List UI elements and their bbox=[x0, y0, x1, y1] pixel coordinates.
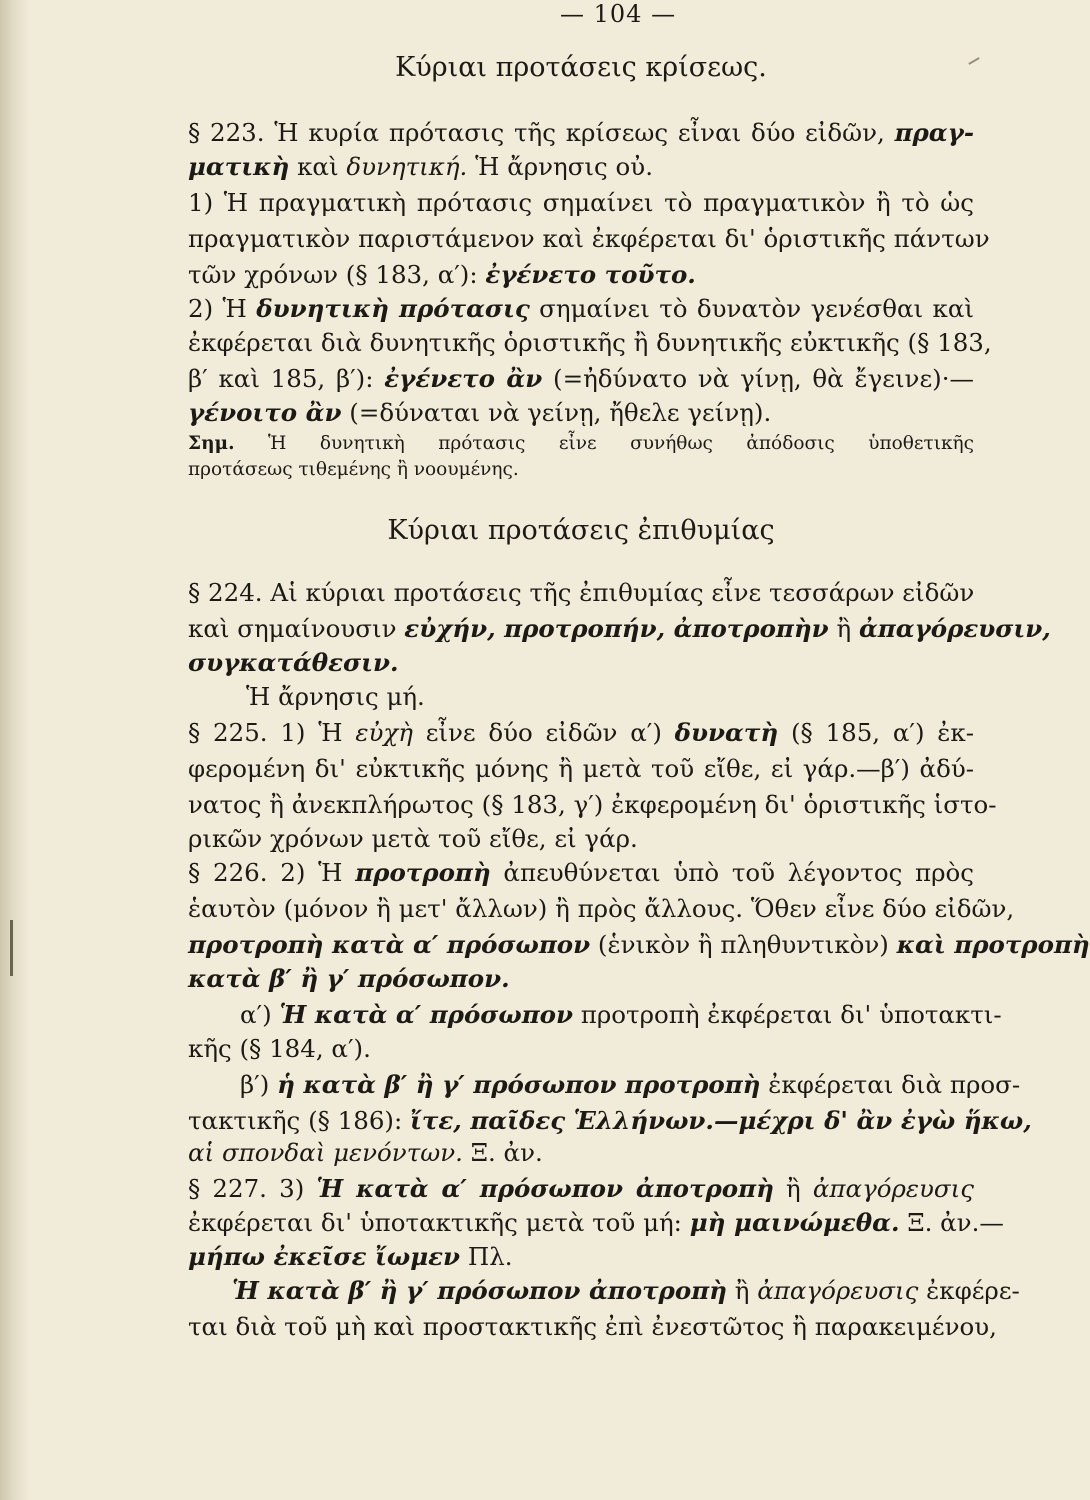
emphasis-text: Ἡ κατὰ α′ πρόσωπον bbox=[279, 1000, 573, 1029]
text-span: β′ καὶ 185, β′): bbox=[188, 364, 374, 393]
note-line bbox=[188, 432, 974, 456]
text-span: Ἡ ἄρνησις μή. bbox=[246, 682, 425, 711]
note-line bbox=[188, 458, 974, 482]
text-line bbox=[188, 222, 990, 256]
text-line bbox=[188, 1136, 974, 1170]
text-span: Ξ. ἀν.— bbox=[907, 1208, 1004, 1237]
emphasis-text: δυνατὴ bbox=[674, 718, 779, 747]
text-span: 2) Ἡ bbox=[188, 294, 247, 323]
text-line bbox=[188, 396, 974, 430]
emphasis-text: ματικὴ bbox=[188, 152, 290, 181]
text-line bbox=[240, 998, 1002, 1032]
emphasis-text: ἐγένετο τοῦτο. bbox=[485, 260, 696, 289]
text-line bbox=[188, 1032, 974, 1066]
text-line bbox=[188, 1240, 974, 1274]
text-span: α′) bbox=[240, 1000, 272, 1029]
italic-text: ἀπαγόρευσις bbox=[812, 1174, 974, 1203]
text-line bbox=[188, 752, 974, 786]
text-span: ται διὰ τοῦ μὴ καὶ προστακτικῆς ἐπὶ ἐνεστῶτος ἢ παρακειμένου, bbox=[188, 1312, 997, 1341]
text-span: τακτικῆς (§ 186): bbox=[188, 1106, 403, 1135]
text-line bbox=[188, 716, 974, 750]
text-span: § 227. 3) bbox=[188, 1174, 305, 1203]
text-line bbox=[188, 1310, 997, 1344]
text-span: § 224. Αἱ κύριαι προτάσεις τῆς ἐπιθυμίας εἶνε τεσσάρων εἰδῶν bbox=[188, 578, 975, 607]
text-span: § 225. 1) Ἡ bbox=[188, 718, 343, 747]
text-span: β′) bbox=[240, 1070, 270, 1099]
emphasis-text: ἴτε, παῖδες Ἑλλήνων.—μέχρι δ' ἂν ἐγὼ ἥκω, bbox=[410, 1106, 1032, 1135]
text-span: σημαίνει τὸ δυνατὸν γενέσθαι καὶ bbox=[539, 294, 974, 323]
text-span: (=δύναται νὰ γείνῃ, ἤθελε γείνῃ). bbox=[349, 398, 772, 427]
text-line bbox=[232, 1274, 1020, 1308]
italic-text: εὐχὴ bbox=[355, 718, 413, 747]
text-span: § 226. 2) Ἡ bbox=[188, 858, 343, 887]
emphasis-text: ἐγένετο ἂν bbox=[384, 364, 543, 393]
text-line bbox=[188, 646, 974, 680]
text-line bbox=[188, 362, 974, 396]
emphasis-text: κατὰ β′ ἢ γ′ πρόσωπον. bbox=[188, 964, 510, 993]
text-line bbox=[188, 326, 992, 360]
text-span: 1) Ἡ πραγματικὴ πρότασις σημαίνει τὸ πραγματικὸν ἢ τὸ ὡς bbox=[188, 188, 974, 217]
text-line bbox=[246, 680, 974, 714]
text-line bbox=[240, 1068, 1021, 1102]
text-span: τῶν χρόνων (§ 183, α′): bbox=[188, 260, 478, 289]
emphasis-text: γένοιτο ἂν bbox=[188, 398, 342, 427]
emphasis-text: προτροπὴ bbox=[355, 858, 491, 887]
emphasis-text: εὐχήν, προτροπήν, ἀποτροπὴν bbox=[404, 614, 829, 643]
emphasis-text: μὴ μαινώμεθα. bbox=[689, 1208, 900, 1237]
text-span: ἢ bbox=[734, 1276, 750, 1305]
text-line bbox=[188, 576, 974, 610]
text-line bbox=[188, 928, 1090, 962]
text-span: ἐκφέρεται διὰ προσ- bbox=[768, 1070, 1021, 1099]
page-binding-edge bbox=[0, 0, 30, 1500]
text-line bbox=[188, 892, 1015, 926]
text-span: ἐκφέρε- bbox=[926, 1276, 1020, 1305]
heading-desire-clauses: Κύριαι προτάσεις ἐπιθυμίας bbox=[387, 515, 775, 546]
text-span: (§ 185, α′) ἐκ- bbox=[790, 718, 975, 747]
emphasis-text: πραγ- bbox=[894, 118, 974, 147]
text-line bbox=[188, 292, 974, 326]
text-span: ἢ bbox=[786, 1174, 801, 1203]
text-span: (=ἠδύνατο νὰ γίνῃ, θὰ ἔγεινε)·— bbox=[553, 364, 974, 393]
text-line bbox=[188, 788, 997, 822]
text-span: (ἑνικὸν ἢ πληθυντικὸν) bbox=[597, 930, 889, 959]
binding-mark bbox=[10, 920, 13, 976]
text-span: Ἡ ἄρνησις οὐ. bbox=[475, 152, 653, 181]
text-span: καὶ bbox=[297, 152, 339, 181]
italic-text: αἱ σπονδαὶ μενόντων. bbox=[188, 1138, 463, 1167]
text-line bbox=[188, 116, 974, 150]
text-span: Πλ. bbox=[467, 1242, 513, 1271]
emphasis-text: καὶ προτροπὴ bbox=[896, 930, 1090, 959]
text-line bbox=[188, 1206, 1004, 1240]
text-line bbox=[188, 962, 974, 996]
heading-judgement-clauses: Κύριαι προτάσεις κρίσεως. bbox=[395, 52, 767, 83]
emphasis-text: Ἡ κατὰ β′ ἢ γ′ πρόσωπον ἀποτροπὴ bbox=[232, 1276, 727, 1305]
text-span: ἀπευθύνεται ὑπὸ τοῦ λέγοντος πρὸς bbox=[503, 858, 975, 887]
text-span: πραγματικὸν παριστάμενον καὶ ἐκφέρεται δι' ὁριστικῆς πάντων bbox=[188, 224, 990, 253]
text-line bbox=[188, 612, 1051, 646]
italic-text: ἀπαγόρευσις bbox=[757, 1276, 919, 1305]
text-span: εἶνε δύο εἰδῶν α′) bbox=[425, 718, 662, 747]
text-line bbox=[188, 822, 974, 856]
text-span: Ἡ δυνητικὴ πρότασις εἶνε συνήθως ἀπόδοσις ὑποθετικῆς bbox=[268, 433, 974, 454]
text-span: νατος ἢ ἀνεκπλήρωτος (§ 183, γ′) ἐκφερομένη δι' ὁριστικῆς ἱστο- bbox=[188, 790, 997, 819]
emphasis-text: ἡ κατὰ β′ ἢ γ′ πρόσωπον προτροπὴ bbox=[277, 1070, 761, 1099]
text-line bbox=[188, 150, 974, 184]
text-span: ἑαυτὸν (μόνον ἢ μετ' ἄλλων) ἢ πρὸς ἄλλους. Ὅθεν εἶνε δύο εἰδῶν, bbox=[188, 894, 1015, 923]
page-number: — 104 — bbox=[560, 0, 677, 28]
text-line bbox=[188, 1104, 1032, 1138]
emphasis-text: δυνητικὴ πρότασις bbox=[256, 294, 530, 323]
text-line bbox=[188, 186, 974, 220]
emphasis-text: Ἡ κατὰ α′ πρόσωπον ἀποτροπὴ bbox=[316, 1174, 774, 1203]
text-span: ρικῶν χρόνων μετὰ τοῦ εἴθε, εἰ γάρ. bbox=[188, 824, 638, 853]
text-line bbox=[188, 1172, 974, 1206]
text-span: ἐκφέρεται διὰ δυνητικῆς ὁριστικῆς ἢ δυνητικῆς εὐκτικῆς (§ 183, bbox=[188, 328, 992, 357]
italic-text: δυνητική. bbox=[346, 152, 468, 181]
text-span: προτάσεως τιθεμένης ἢ νοουμένης. bbox=[188, 459, 519, 480]
text-span: § 223. Ἡ κυρία πρότασις τῆς κρίσεως εἶναι δύο εἰδῶν, bbox=[188, 118, 885, 147]
emphasis-text: προτροπὴ κατὰ α′ πρόσωπον bbox=[188, 930, 591, 959]
text-span: κῆς (§ 184, α′). bbox=[188, 1034, 371, 1063]
text-span: Ξ. ἀν. bbox=[470, 1138, 543, 1167]
text-span: ἐκφέρεται δι' ὑποτακτικῆς μετὰ τοῦ μή: bbox=[188, 1208, 682, 1237]
text-span: καὶ σημαίνουσιν bbox=[188, 614, 397, 643]
emphasis-text: συγκατάθεσιν. bbox=[188, 648, 399, 677]
text-span: φερομένη δι' εὐκτικῆς μόνης ἢ μετὰ τοῦ εἴθε, εἰ γάρ.—β′) ἀδύ- bbox=[188, 754, 974, 783]
text-line bbox=[188, 258, 974, 292]
text-line bbox=[188, 856, 974, 890]
emphasis-text: ἀπαγόρευσιν, bbox=[858, 614, 1051, 643]
text-span: ἢ bbox=[836, 614, 852, 643]
text-span: προτροπὴ ἐκφέρεται δι' ὑποτακτι- bbox=[580, 1000, 1002, 1029]
emphasis-text: μήπω ἐκεῖσε ἴωμεν bbox=[188, 1242, 461, 1271]
note-label: Σημ. bbox=[188, 433, 235, 454]
